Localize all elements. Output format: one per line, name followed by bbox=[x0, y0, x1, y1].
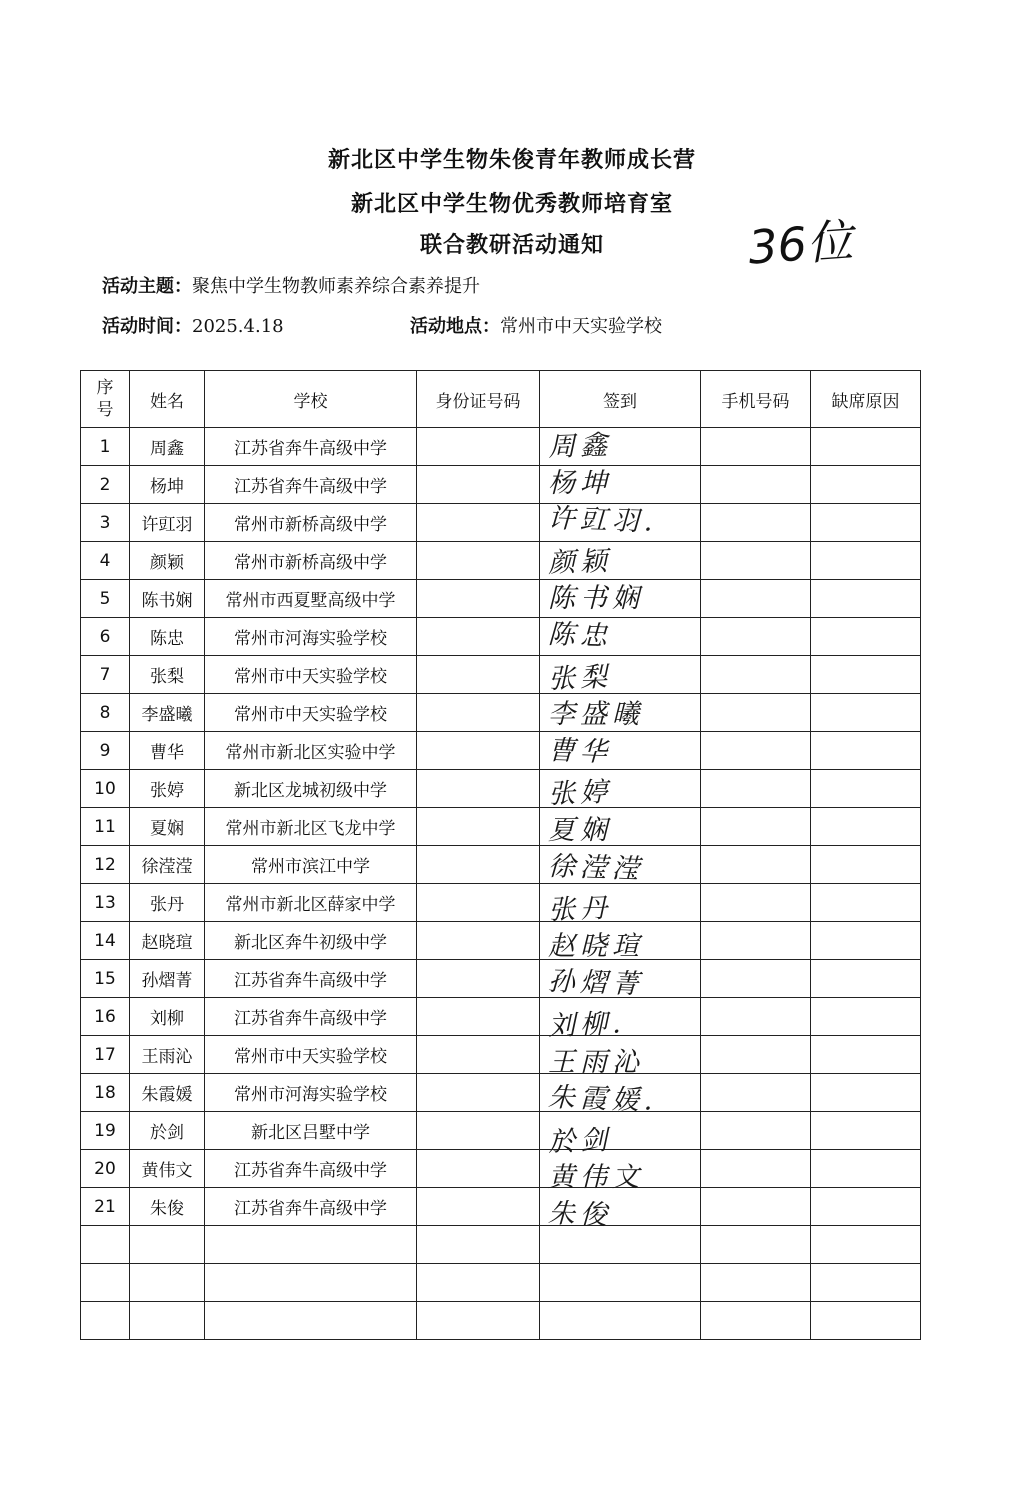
table-row bbox=[81, 504, 921, 542]
cell-name: 於剑 bbox=[130, 1112, 205, 1150]
header-name: 姓名 bbox=[130, 371, 205, 428]
cell-school: 常州市中天实验学校 bbox=[205, 694, 417, 732]
cell-school: 新北区吕墅中学 bbox=[205, 1112, 417, 1150]
cell-name: 周鑫 bbox=[130, 428, 205, 466]
cell-id-number bbox=[417, 428, 540, 466]
cell-absence-reason bbox=[811, 618, 921, 656]
cell-name: 刘柳 bbox=[130, 998, 205, 1036]
cell-school: 江苏省奔牛高级中学 bbox=[205, 960, 417, 998]
cell-phone bbox=[701, 1264, 811, 1302]
activity-time bbox=[102, 312, 284, 338]
cell-id-number bbox=[417, 580, 540, 618]
table-row bbox=[81, 1302, 921, 1340]
handwritten-signature: 李盛曦 bbox=[548, 699, 644, 731]
header-sign-in: 签到 bbox=[540, 371, 701, 428]
cell-seq: 19 bbox=[81, 1112, 130, 1150]
cell-absence-reason bbox=[811, 1150, 921, 1188]
table-row bbox=[81, 1188, 921, 1226]
cell-name: 颜颖 bbox=[130, 542, 205, 580]
cell-school: 常州市河海实验学校 bbox=[205, 618, 417, 656]
cell-absence-reason bbox=[811, 808, 921, 846]
header-seq-text: 序 号 bbox=[96, 378, 114, 420]
header-id-number: 身份证号码 bbox=[417, 371, 540, 428]
handwritten-signature: 朱俊 bbox=[547, 1198, 613, 1232]
cell-id-number bbox=[417, 1074, 540, 1112]
cell-seq: 16 bbox=[81, 998, 130, 1036]
handwritten-signature: 於剑 bbox=[547, 1124, 613, 1158]
cell-id-number bbox=[417, 504, 540, 542]
cell-school: 常州市新北区实验中学 bbox=[205, 732, 417, 770]
cell-id-number bbox=[417, 542, 540, 580]
activity-location bbox=[410, 312, 662, 338]
cell-absence-reason bbox=[811, 504, 921, 542]
cell-school: 常州市新北区薛家中学 bbox=[205, 884, 417, 922]
cell-id-number bbox=[417, 1150, 540, 1188]
cell-school: 常州市中天实验学校 bbox=[205, 656, 417, 694]
cell-seq: 21 bbox=[81, 1188, 130, 1226]
cell-name: 张丹 bbox=[130, 884, 205, 922]
cell-name: 王雨沁 bbox=[130, 1036, 205, 1074]
attendance-table bbox=[80, 370, 921, 1340]
table-row bbox=[81, 922, 921, 960]
title-line-3: 联合教研活动通知 bbox=[419, 232, 604, 258]
header-seq bbox=[81, 371, 130, 428]
cell-seq bbox=[81, 1302, 130, 1340]
cell-seq: 6 bbox=[81, 618, 130, 656]
cell-school: 常州市新桥高级中学 bbox=[205, 542, 417, 580]
time-label: 活动时间： bbox=[102, 316, 192, 337]
cell-id-number bbox=[417, 884, 540, 922]
cell-id-number bbox=[417, 694, 540, 732]
cell-seq: 8 bbox=[81, 694, 130, 732]
cell-seq: 3 bbox=[81, 504, 130, 542]
cell-seq: 20 bbox=[81, 1150, 130, 1188]
cell-absence-reason bbox=[811, 1036, 921, 1074]
cell-absence-reason bbox=[811, 770, 921, 808]
cell-seq: 2 bbox=[81, 466, 130, 504]
handwritten-signature: 陈书娴 bbox=[548, 583, 644, 615]
cell-id-number bbox=[417, 1226, 540, 1264]
cell-name bbox=[130, 1302, 205, 1340]
cell-school: 新北区龙城初级中学 bbox=[205, 770, 417, 808]
cell-school: 常州市西夏墅高级中学 bbox=[205, 580, 417, 618]
cell-id-number bbox=[417, 618, 540, 656]
table-row bbox=[81, 1150, 921, 1188]
cell-name: 陈忠 bbox=[130, 618, 205, 656]
cell-absence-reason bbox=[811, 960, 921, 998]
cell-seq: 5 bbox=[81, 580, 130, 618]
cell-school: 常州市滨江中学 bbox=[205, 846, 417, 884]
cell-seq: 15 bbox=[81, 960, 130, 998]
cell-id-number bbox=[417, 808, 540, 846]
handwritten-signature: 陈忠 bbox=[547, 619, 613, 653]
cell-id-number bbox=[417, 732, 540, 770]
cell-id-number bbox=[417, 846, 540, 884]
theme-label: 活动主题： bbox=[102, 276, 192, 297]
table-row bbox=[81, 466, 921, 504]
activity-theme bbox=[102, 272, 480, 298]
table-row bbox=[81, 1264, 921, 1302]
cell-name: 陈书娴 bbox=[130, 580, 205, 618]
location-label: 活动地点： bbox=[410, 316, 500, 337]
cell-seq: 12 bbox=[81, 846, 130, 884]
table-row bbox=[81, 1226, 921, 1264]
table-row bbox=[81, 808, 921, 846]
handwritten-signature: 张梨 bbox=[547, 661, 613, 695]
cell-school: 常州市新桥高级中学 bbox=[205, 504, 417, 542]
table-row bbox=[81, 1074, 921, 1112]
cell-school: 江苏省奔牛高级中学 bbox=[205, 466, 417, 504]
cell-school: 江苏省奔牛高级中学 bbox=[205, 1188, 417, 1226]
cell-name: 黄伟文 bbox=[130, 1150, 205, 1188]
cell-id-number bbox=[417, 770, 540, 808]
header-absence-reason: 缺席原因 bbox=[811, 371, 921, 428]
cell-seq: 1 bbox=[81, 428, 130, 466]
cell-name: 朱霞媛 bbox=[130, 1074, 205, 1112]
handwritten-signature: 王雨沁 bbox=[548, 1046, 644, 1078]
cell-absence-reason bbox=[811, 846, 921, 884]
handwritten-signature: 张丹 bbox=[547, 892, 613, 927]
cell-id-number bbox=[417, 656, 540, 694]
handwritten-signature: 徐滢滢 bbox=[547, 850, 645, 885]
cell-sign-in bbox=[540, 1302, 701, 1340]
cell-seq bbox=[81, 1226, 130, 1264]
table-row bbox=[81, 1112, 921, 1150]
cell-name: 杨坤 bbox=[130, 466, 205, 504]
cell-school bbox=[205, 1302, 417, 1340]
handwritten-count-note: 36位 bbox=[746, 213, 855, 275]
cell-absence-reason bbox=[811, 466, 921, 504]
title-line-2: 新北区中学生物优秀教师培育室 bbox=[350, 191, 673, 217]
cell-absence-reason bbox=[811, 1302, 921, 1340]
cell-absence-reason bbox=[811, 922, 921, 960]
handwritten-signature: 周鑫 bbox=[547, 429, 613, 463]
cell-seq: 7 bbox=[81, 656, 130, 694]
cell-name: 张婷 bbox=[130, 770, 205, 808]
cell-school: 新北区奔牛初级中学 bbox=[205, 922, 417, 960]
table-row bbox=[81, 694, 921, 732]
cell-name: 徐滢滢 bbox=[130, 846, 205, 884]
time-value: 2025.4.18 bbox=[192, 316, 284, 337]
cell-absence-reason bbox=[811, 428, 921, 466]
cell-seq: 13 bbox=[81, 884, 130, 922]
table-row bbox=[81, 846, 921, 884]
handwritten-signature: 许豇羽. bbox=[547, 503, 659, 539]
cell-absence-reason bbox=[811, 1264, 921, 1302]
cell-id-number bbox=[417, 1302, 540, 1340]
location-value: 常州市中天实验学校 bbox=[500, 316, 662, 337]
handwritten-signature: 朱霞媛. bbox=[547, 1082, 659, 1118]
cell-name: 李盛曦 bbox=[130, 694, 205, 732]
table-row bbox=[81, 656, 921, 694]
cell-name bbox=[130, 1264, 205, 1302]
header-phone: 手机号码 bbox=[701, 371, 811, 428]
cell-id-number bbox=[417, 960, 540, 998]
handwritten-signature: 颜颖 bbox=[547, 545, 613, 579]
cell-id-number bbox=[417, 1264, 540, 1302]
cell-absence-reason bbox=[811, 694, 921, 732]
cell-school: 江苏省奔牛高级中学 bbox=[205, 1150, 417, 1188]
cell-school: 常州市新北区飞龙中学 bbox=[205, 808, 417, 846]
cell-seq: 10 bbox=[81, 770, 130, 808]
table-row bbox=[81, 618, 921, 656]
cell-name: 赵晓瑄 bbox=[130, 922, 205, 960]
cell-absence-reason bbox=[811, 732, 921, 770]
cell-id-number bbox=[417, 1112, 540, 1150]
table-row bbox=[81, 580, 921, 618]
cell-name: 许豇羽 bbox=[130, 504, 205, 542]
cell-id-number bbox=[417, 1036, 540, 1074]
cell-phone bbox=[701, 1302, 811, 1340]
cell-seq: 14 bbox=[81, 922, 130, 960]
table-row bbox=[81, 998, 921, 1036]
cell-name: 夏娴 bbox=[130, 808, 205, 846]
cell-name: 张梨 bbox=[130, 656, 205, 694]
cell-name: 曹华 bbox=[130, 732, 205, 770]
cell-id-number bbox=[417, 922, 540, 960]
handwritten-signature: 张婷 bbox=[547, 777, 613, 811]
cell-sign-in bbox=[540, 1264, 701, 1302]
table-row bbox=[81, 884, 921, 922]
cell-seq: 4 bbox=[81, 542, 130, 580]
table-row bbox=[81, 428, 921, 466]
cell-school: 江苏省奔牛高级中学 bbox=[205, 998, 417, 1036]
handwritten-signature: 刘柳. bbox=[547, 1008, 627, 1042]
handwritten-signature: 孙熠菁 bbox=[547, 966, 645, 1001]
cell-absence-reason bbox=[811, 542, 921, 580]
handwritten-signature: 赵晓瑄 bbox=[548, 930, 644, 962]
theme-value: 聚焦中学生物教师素养综合素养提升 bbox=[192, 276, 480, 297]
cell-absence-reason bbox=[811, 884, 921, 922]
table-row bbox=[81, 960, 921, 998]
cell-seq: 11 bbox=[81, 808, 130, 846]
cell-absence-reason bbox=[811, 1226, 921, 1264]
cell-absence-reason bbox=[811, 1188, 921, 1226]
cell-absence-reason bbox=[811, 580, 921, 618]
cell-school: 江苏省奔牛高级中学 bbox=[205, 428, 417, 466]
handwritten-signature: 杨坤 bbox=[548, 467, 612, 499]
cell-school: 常州市河海实验学校 bbox=[205, 1074, 417, 1112]
cell-id-number bbox=[417, 998, 540, 1036]
table-header-row bbox=[81, 371, 921, 428]
handwritten-signature: 曹华 bbox=[547, 734, 613, 769]
cell-name bbox=[130, 1226, 205, 1264]
handwritten-signature: 夏娴 bbox=[548, 815, 612, 846]
cell-absence-reason bbox=[811, 1112, 921, 1150]
cell-absence-reason bbox=[811, 1074, 921, 1112]
cell-absence-reason bbox=[811, 656, 921, 694]
handwritten-signature: 黄伟文 bbox=[548, 1162, 644, 1194]
cell-seq bbox=[81, 1264, 130, 1302]
cell-school bbox=[205, 1264, 417, 1302]
cell-school bbox=[205, 1226, 417, 1264]
table-row bbox=[81, 732, 921, 770]
cell-school: 常州市中天实验学校 bbox=[205, 1036, 417, 1074]
cell-id-number bbox=[417, 466, 540, 504]
cell-seq: 18 bbox=[81, 1074, 130, 1112]
cell-absence-reason bbox=[811, 998, 921, 1036]
cell-id-number bbox=[417, 1188, 540, 1226]
cell-seq: 17 bbox=[81, 1036, 130, 1074]
table-row bbox=[81, 542, 921, 580]
cell-seq: 9 bbox=[81, 732, 130, 770]
cell-name: 朱俊 bbox=[130, 1188, 205, 1226]
table-row bbox=[81, 1036, 921, 1074]
title-line-1: 新北区中学生物朱俊青年教师成长营 bbox=[327, 147, 696, 173]
header-school: 学校 bbox=[205, 371, 417, 428]
cell-name: 孙熠菁 bbox=[130, 960, 205, 998]
table-row bbox=[81, 770, 921, 808]
